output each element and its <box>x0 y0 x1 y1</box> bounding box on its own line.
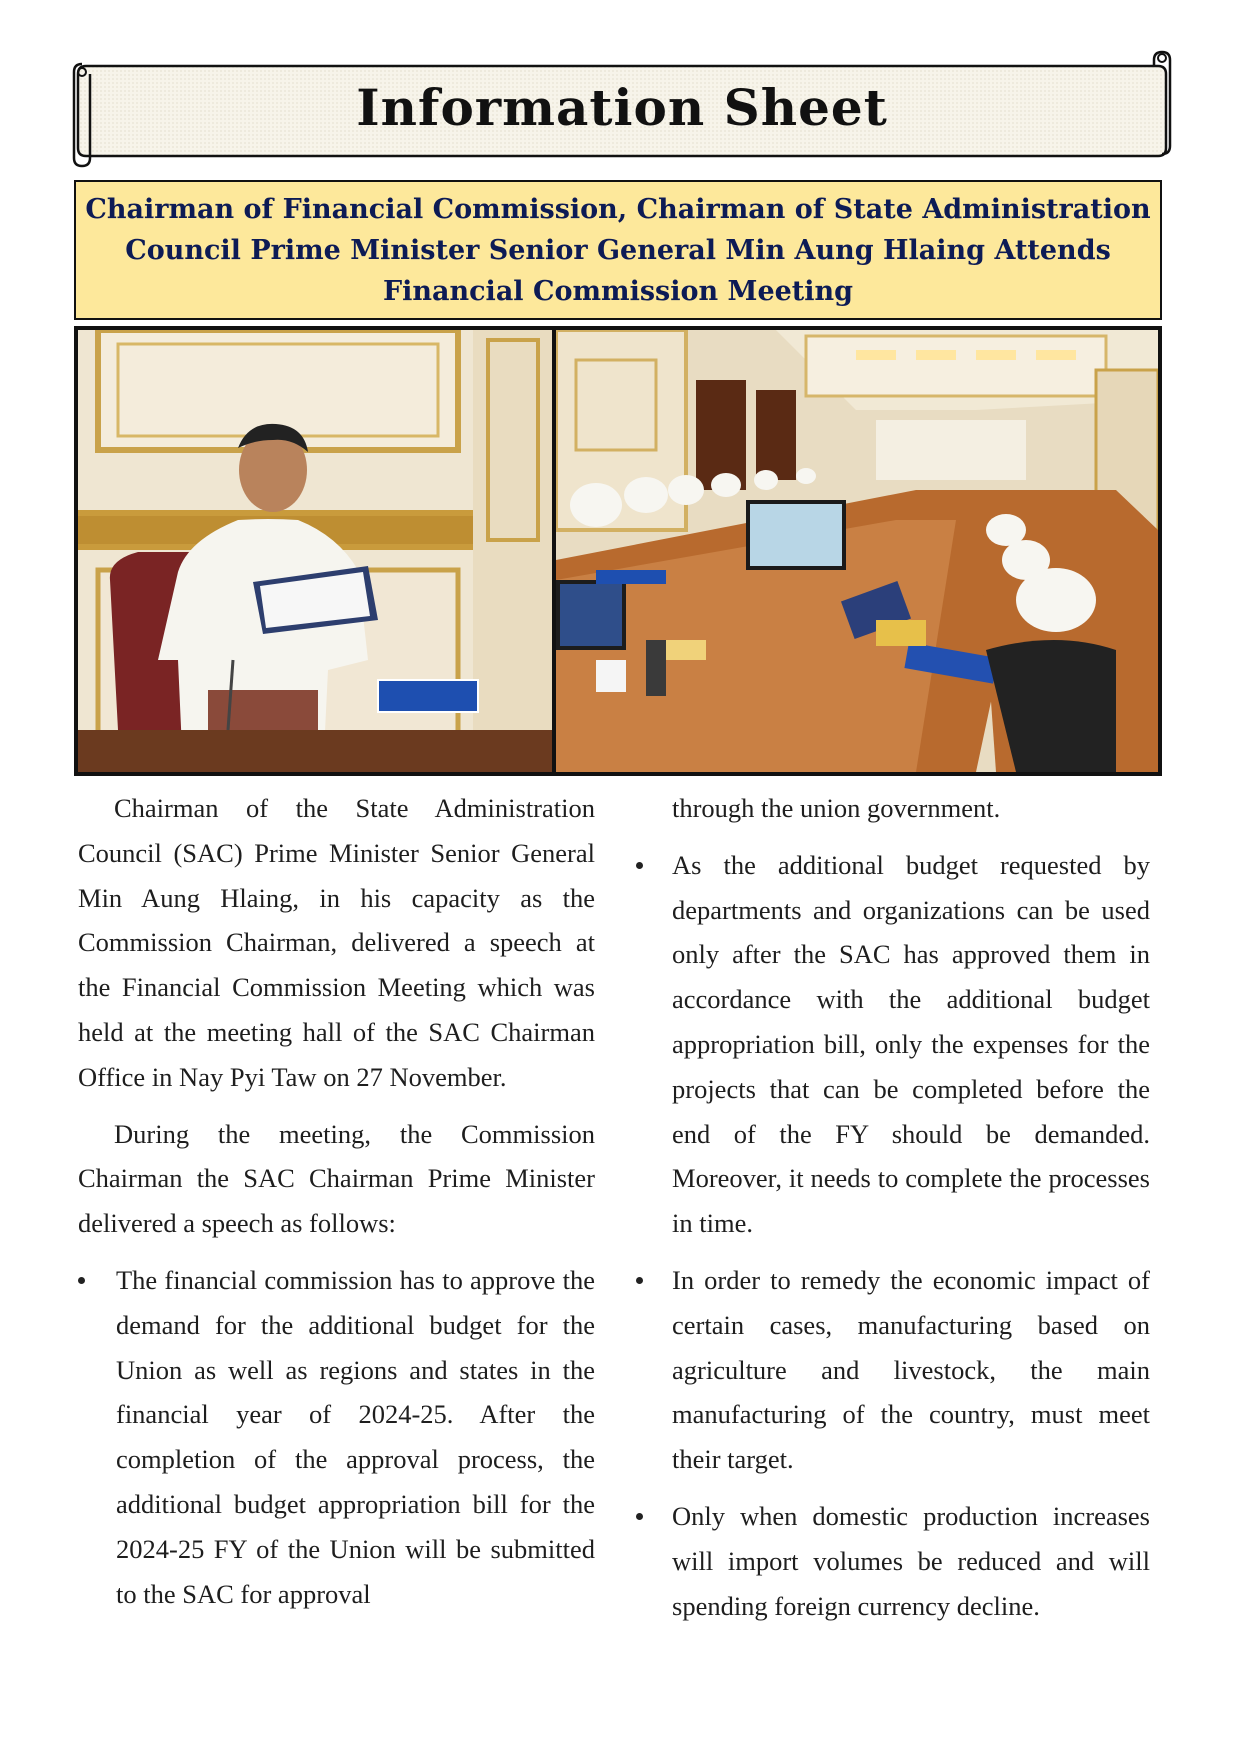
list-item-text: Only when domestic production increases will import volumes be reduced and will spending foreign currency decline. <box>672 1500 1150 1621</box>
photo-speaker <box>78 330 552 772</box>
title-banner <box>72 50 1172 168</box>
bullet-icon <box>636 862 643 869</box>
text-column-left <box>78 786 595 1628</box>
page-title: Information Sheet <box>356 78 888 137</box>
list-item <box>672 1258 1150 1482</box>
speaker-photo-graphic <box>78 330 552 772</box>
photo-panel <box>74 326 1162 776</box>
list-item <box>672 1494 1150 1628</box>
photo-meeting-hall <box>556 330 1158 772</box>
list-item <box>672 843 1150 1246</box>
paragraph-speech-intro: During the meeting, the Commission Chairman the SAC Chairman Prime Minister delivered a speech as follows: <box>78 1118 595 1239</box>
bullet-icon <box>636 1277 643 1284</box>
text-column-right <box>672 786 1150 1640</box>
list-item-text: As the additional budget requested by departments and organizations can be used only after the SAC has approved them in accordance with the additional budget appropriation bill, only the expenses for the projects that can be completed before the end of the FY should be demanded. Moreover, it needs to complete the processes in time. <box>672 849 1150 1239</box>
headline-box <box>74 180 1162 320</box>
bullet-icon <box>636 1513 643 1520</box>
list-item-text: The financial commission has to approve the demand for the additional budget for the Union as well as regions and states in the financial year of 2024-25. After the completion of the approval process, the additional budget appropriation bill for the 2024-25 FY of the Union will be submitted to the SAC for approval <box>116 1264 595 1609</box>
paragraph-continuation: through the union government. <box>672 793 1001 823</box>
list-item-text: In order to remedy the economic impact of certain cases, manufacturing based on agriculture and livestock, the main manufacturing of the country, must meet their target. <box>672 1264 1150 1475</box>
headline-text: Chairman of Financial Commission, Chairman of State Administration Council Prime Minister Senior General Min Aung Hlaing Attends Financial Commission Meeting <box>85 193 1151 307</box>
bullet-icon <box>78 1277 85 1284</box>
meeting-photo-graphic <box>556 330 1158 772</box>
list-item <box>78 1258 595 1616</box>
paragraph-intro: Chairman of the State Administration Council (SAC) Prime Minister Senior General Min Aung Hlaing, in his capacity as the Commission Chairman, delivered a speech at the Financial Commission Meeting which was held at the meeting hall of the SAC Chairman Office in Nay Pyi Taw on 27 November. <box>78 793 595 1092</box>
